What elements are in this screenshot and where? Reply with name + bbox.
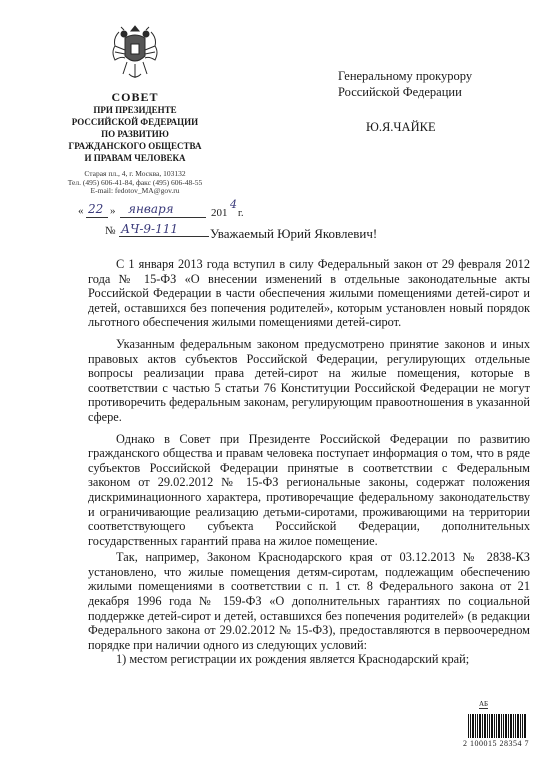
organization-address	[60, 170, 210, 196]
recipient-block	[338, 68, 518, 100]
barcode-image	[468, 714, 526, 738]
date-year-prefix: 201	[211, 207, 228, 219]
body-paragraph: Однако в Совет при Президенте Российской Федерации по развитию гражданского общества и правам человека поступает информация о том, что в ряде субъектов Российской Федерации принятые в соответствии с Федеральным законом от 29.02.2012 № 15-ФЗ региональные законы, содержат положения дискриминационного характера, противоречащие федеральному законодательству и ограничивающие реализацию детьми-сиротами, проживающими на территории соответствующего субъекта Российской Федерации, дополнительных государственных гарантий права на жилое помещение.	[88, 431, 530, 548]
stamp-text: АБ	[479, 700, 489, 708]
subtitle-line: РОССИЙСКОЙ ФЕДЕРАЦИИ	[71, 117, 199, 127]
letter-number	[105, 222, 225, 240]
body-paragraph: Указанным федеральным законом предусмотрено принятие законов и иных правовых актов субъектов Российской Федерации, регулирующих отдельные вопросы реализации права детей-сирот на жилые помещения, которые в соответствии с частью 5 статьи 76 Конституции Российской Федерации не могут противоречить федеральным законам, регулирующим правоотношения в указанной сфере.	[88, 336, 530, 424]
organization-title: СОВЕТ	[111, 90, 159, 104]
coat-of-arms-emblem	[107, 22, 163, 84]
date-day-underline	[86, 217, 108, 218]
recipient-line: Российской Федерации	[338, 85, 462, 99]
date-close-quote: »	[110, 205, 116, 217]
subtitle-line: ГРАЖДАНСКОГО ОБЩЕСТВА	[68, 141, 202, 151]
body-paragraph: 1) местом регистрации их рождения является Краснодарский край;	[116, 652, 470, 667]
date-year-abbr: г.	[238, 208, 244, 219]
subtitle-line: ПРИ ПРЕЗИДЕНТЕ	[93, 105, 177, 115]
registration-stamp	[475, 700, 527, 710]
subtitle-line: ПО РАЗВИТИЮ	[101, 129, 169, 139]
date-month: января	[128, 202, 174, 216]
number-underline	[119, 236, 209, 237]
greeting: Уважаемый Юрий Яковлевич!	[210, 226, 378, 241]
letter-date	[78, 198, 278, 223]
letter-body	[88, 257, 530, 667]
address-line: Старая пл., 4, г. Москва, 103132	[84, 169, 186, 178]
date-year-suffix: 4	[230, 198, 237, 211]
address-line: E-mail: fedotov_MA@gov.ru	[90, 186, 180, 195]
date-open-quote: «	[78, 205, 84, 217]
recipient-line: Генеральному прокурору	[338, 69, 473, 83]
recipient-name: Ю.Я.ЧАЙКЕ	[366, 120, 436, 134]
date-month-underline	[120, 217, 206, 218]
date-day: 22	[88, 202, 104, 216]
number-value: АЧ-9-111	[121, 222, 179, 236]
barcode-number: 2 100015 28354 7	[463, 739, 529, 748]
organization-subtitle	[60, 104, 210, 164]
body-paragraph: Так, например, Законом Краснодарского края от 03.12.2013 № 2838-КЗ установлено, что жилые помещения детям-сиротам, подлежащим обеспечению жилыми помещениями в соответствии с п. 1 ст. 8 Федерального закона от 21 декабря 1996 года № 159-ФЗ «О дополнительных гарантиях по социальной поддержке детей-сирот и детей, оставшихся без попечения родителей» (в редакции Федерального закона от 29.02.2012 № 15-ФЗ), предоставляются в первоочередном порядке при наличии одного из следующих условий:	[88, 550, 530, 652]
address-line: Тел. (495) 606-41-84, факс (495) 606-48-55	[67, 177, 203, 187]
subtitle-line: И ПРАВАМ ЧЕЛОВЕКА	[84, 153, 186, 163]
number-label: №	[105, 225, 116, 237]
body-paragraph: С 1 января 2013 года вступил в силу Федеральный закон от 29 февраля 2012 года № 15-ФЗ «О внесении изменений в отдельные законодательные акты Российской Федерации в части обеспечения жилыми помещениями детей-сирот и детей, оставшихся без попечения родителей», которым установлен новый порядок льготного обеспечения жилыми помещениями детей-сирот.	[88, 257, 530, 330]
